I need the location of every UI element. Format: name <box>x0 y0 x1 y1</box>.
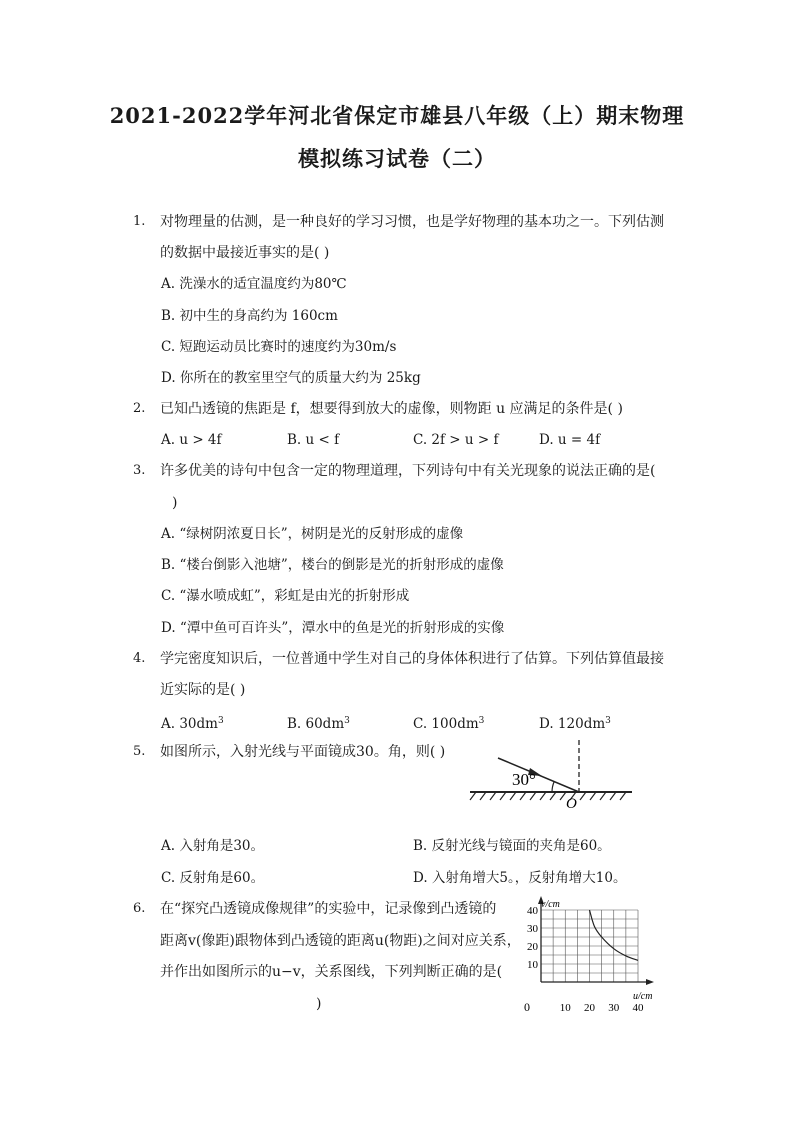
option-d: D. “潭中鱼可百许头”，潭水中的鱼是光的折射形成的实像 <box>161 620 505 636</box>
mirror-reflection-figure <box>466 740 636 810</box>
option-c: C. “瀑水喷成虹”，彩虹是由光的折射形成 <box>161 588 410 604</box>
option-b: B. 初中生的身高约为 160cm <box>161 308 338 324</box>
y-axis-label: v/cm <box>541 899 560 910</box>
question-text: 学完密度知识后，一位普通中学生对自己的身体体积进行了估算。下列估算值最接 <box>160 651 664 667</box>
y-tick-label: 30 <box>527 923 538 935</box>
angle-arc <box>552 782 554 793</box>
question-text: 对物理量的估测，是一种良好的学习习惯，也是学好物理的基本功之一。下列估测 <box>160 214 664 230</box>
option-d: D. $120dm^3$ <box>539 716 611 732</box>
question-number: 1. <box>133 214 146 229</box>
uv-graph <box>516 896 666 1018</box>
question-text: ) <box>316 996 322 1012</box>
mirror-hatching <box>470 792 626 800</box>
question-number: 2. <box>133 401 146 416</box>
question-number: 5. <box>133 744 146 759</box>
x-axis-arrow-icon <box>646 979 654 985</box>
option-c: C. 短跑运动员比赛时的速度约为30m/s <box>161 339 397 355</box>
angle-label: 30° <box>512 770 536 789</box>
option-d: D. 你所在的教室里空气的质量大约为 25kg <box>161 370 421 386</box>
option-d: D. u = 4f <box>539 432 601 448</box>
question-number: 6. <box>133 901 146 916</box>
question-number: 4. <box>133 651 146 666</box>
option-a: A. u > 4f <box>161 432 222 448</box>
x-axis-label: u/cm <box>633 991 653 1002</box>
page-title: 2021-2022学年河北省保定市雄县八年级（上）期末物理 <box>109 103 685 128</box>
question-text: 的数据中最接近事实的是( ) <box>160 245 330 261</box>
question-text: 在“探究凸透镜成像规律”的实验中，记录像到凸透镜的 <box>160 901 497 917</box>
origin-label: 0 <box>524 1000 530 1014</box>
question-text: 许多优美的诗句中包含一定的物理道理，下列诗句中有关光现象的说法正确的是( <box>160 463 656 479</box>
option-b: B. $60dm^3$ <box>287 716 350 732</box>
x-tick-label: 40 <box>632 1002 644 1014</box>
option-c: C. 2f > u > f <box>413 432 499 448</box>
y-tick-label: 10 <box>527 959 538 971</box>
option-b: B. u < f <box>287 432 340 448</box>
option-a: A. $30dm^3$ <box>161 716 224 732</box>
option-d: D. 入射角增大5。，反射角增大10。 <box>413 870 627 886</box>
x-tick-label: 20 <box>584 1002 595 1014</box>
option-a: A. 入射角是30。 <box>161 838 265 854</box>
option-a: A. 洗澡水的适宜温度约为80℃ <box>161 276 347 292</box>
question-text: 近实际的是( ) <box>160 682 246 698</box>
option-c: C. $100dm^3$ <box>413 716 485 732</box>
question-text: ) <box>172 495 178 511</box>
x-tick-label: 30 <box>608 1002 620 1014</box>
point-o-label: O <box>566 796 577 810</box>
question-text: 距离v(像距)跟物体到凸透镜的距离u(物距)之间对应关系， <box>160 933 521 949</box>
option-b: B. 反射光线与镜面的夹角是60。 <box>413 838 611 854</box>
option-a: A. “绿树阴浓夏日长”，树阴是光的反射形成的虚像 <box>161 526 464 542</box>
option-b: B. “楼台倒影入池塘”，楼台的倒影是光的折射形成的虚像 <box>161 557 504 573</box>
page-subtitle: 模拟练习试卷（二） <box>298 146 496 171</box>
question-text: 并作出如图所示的u−v，关系图线，下列判断正确的是( <box>160 964 503 980</box>
question-text: 如图所示，入射光线与平面镜成30。角，则( ) <box>160 744 446 760</box>
x-tick-label: 10 <box>559 1002 571 1014</box>
y-tick-label: 20 <box>527 941 538 953</box>
y-tick-label: 40 <box>527 905 538 917</box>
option-c: C. 反射角是60。 <box>161 870 265 886</box>
graph-grid <box>541 910 638 982</box>
question-number: 3. <box>133 463 146 478</box>
question-text: 已知凸透镜的焦距是 f，想要得到放大的虚像，则物距 u 应满足的条件是( ) <box>160 401 623 417</box>
